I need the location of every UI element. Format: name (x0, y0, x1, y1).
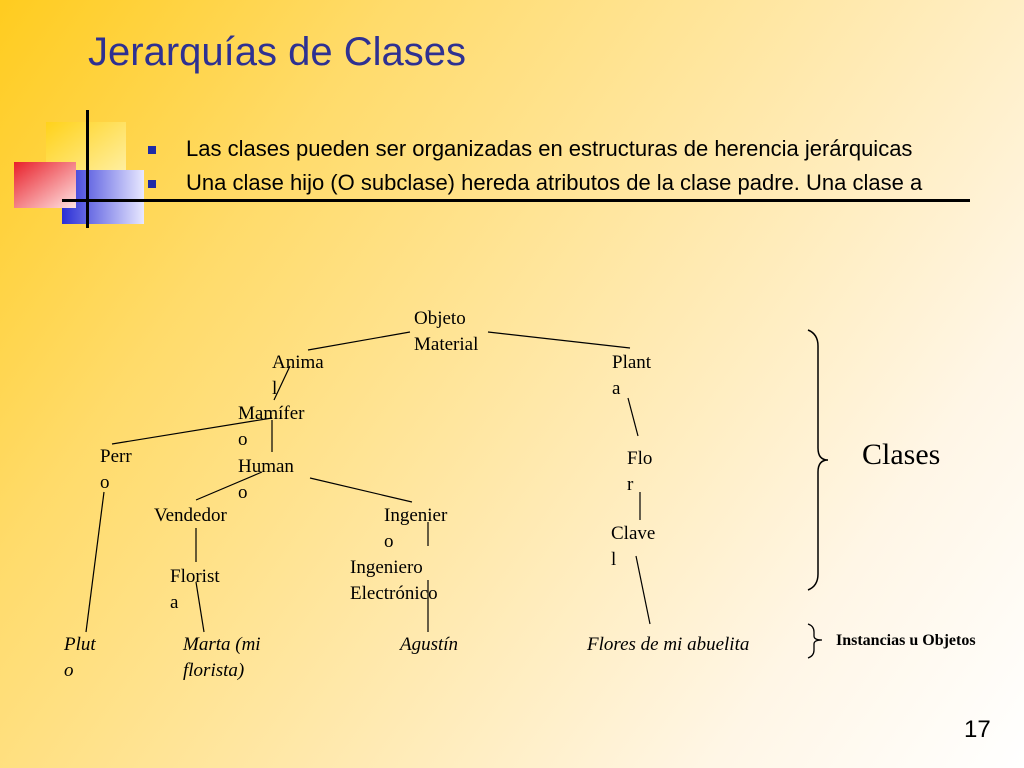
instancias-label: Instancias u Objetos (836, 632, 976, 649)
node-florista: Florist a (170, 566, 220, 613)
edge-planta-flor (628, 398, 638, 436)
edge-objeto-animal (308, 332, 410, 350)
instance-flores: Flores de mi abuelita (587, 634, 750, 655)
instance-agustin: Agustín (400, 634, 459, 655)
node-animal: Anima l (272, 352, 324, 399)
node-ingeniero-electronico: Ingeniero Electrónico (350, 557, 438, 604)
clases-brace-icon (808, 330, 828, 590)
node-vendedor: Vendedor (154, 505, 227, 526)
instance-pluto: Plut o (64, 634, 96, 681)
slide-title: Jerarquías de Clases (88, 30, 466, 74)
instance-marta: Marta (mi florista) (183, 634, 261, 681)
node-planta: Plant a (612, 352, 652, 399)
node-perro: Perr o (100, 446, 132, 493)
node-flor: Flo r (627, 448, 653, 495)
node-clavel: Clave l (611, 523, 656, 570)
node-objeto-material: Objeto Material (414, 308, 479, 355)
edge-humano-ingeniero (310, 478, 412, 502)
instancias-brace-icon (808, 624, 822, 658)
page-number: 17 (964, 716, 991, 743)
clases-label: Clases (862, 438, 941, 471)
bullet-text: Una clase hijo (O subclase) hereda atributos de la clase padre. Una clase a (186, 170, 923, 195)
bullet-text: Las clases pueden ser organizadas en estructuras de herencia jerárquicas (186, 136, 913, 161)
edge-perro-pluto (86, 492, 104, 632)
edge-objeto-planta (488, 332, 630, 348)
node-humano: Human o (238, 456, 294, 503)
node-mamifero: Mamífer o (238, 403, 305, 450)
node-ingeniero: Ingenier o (384, 505, 448, 552)
